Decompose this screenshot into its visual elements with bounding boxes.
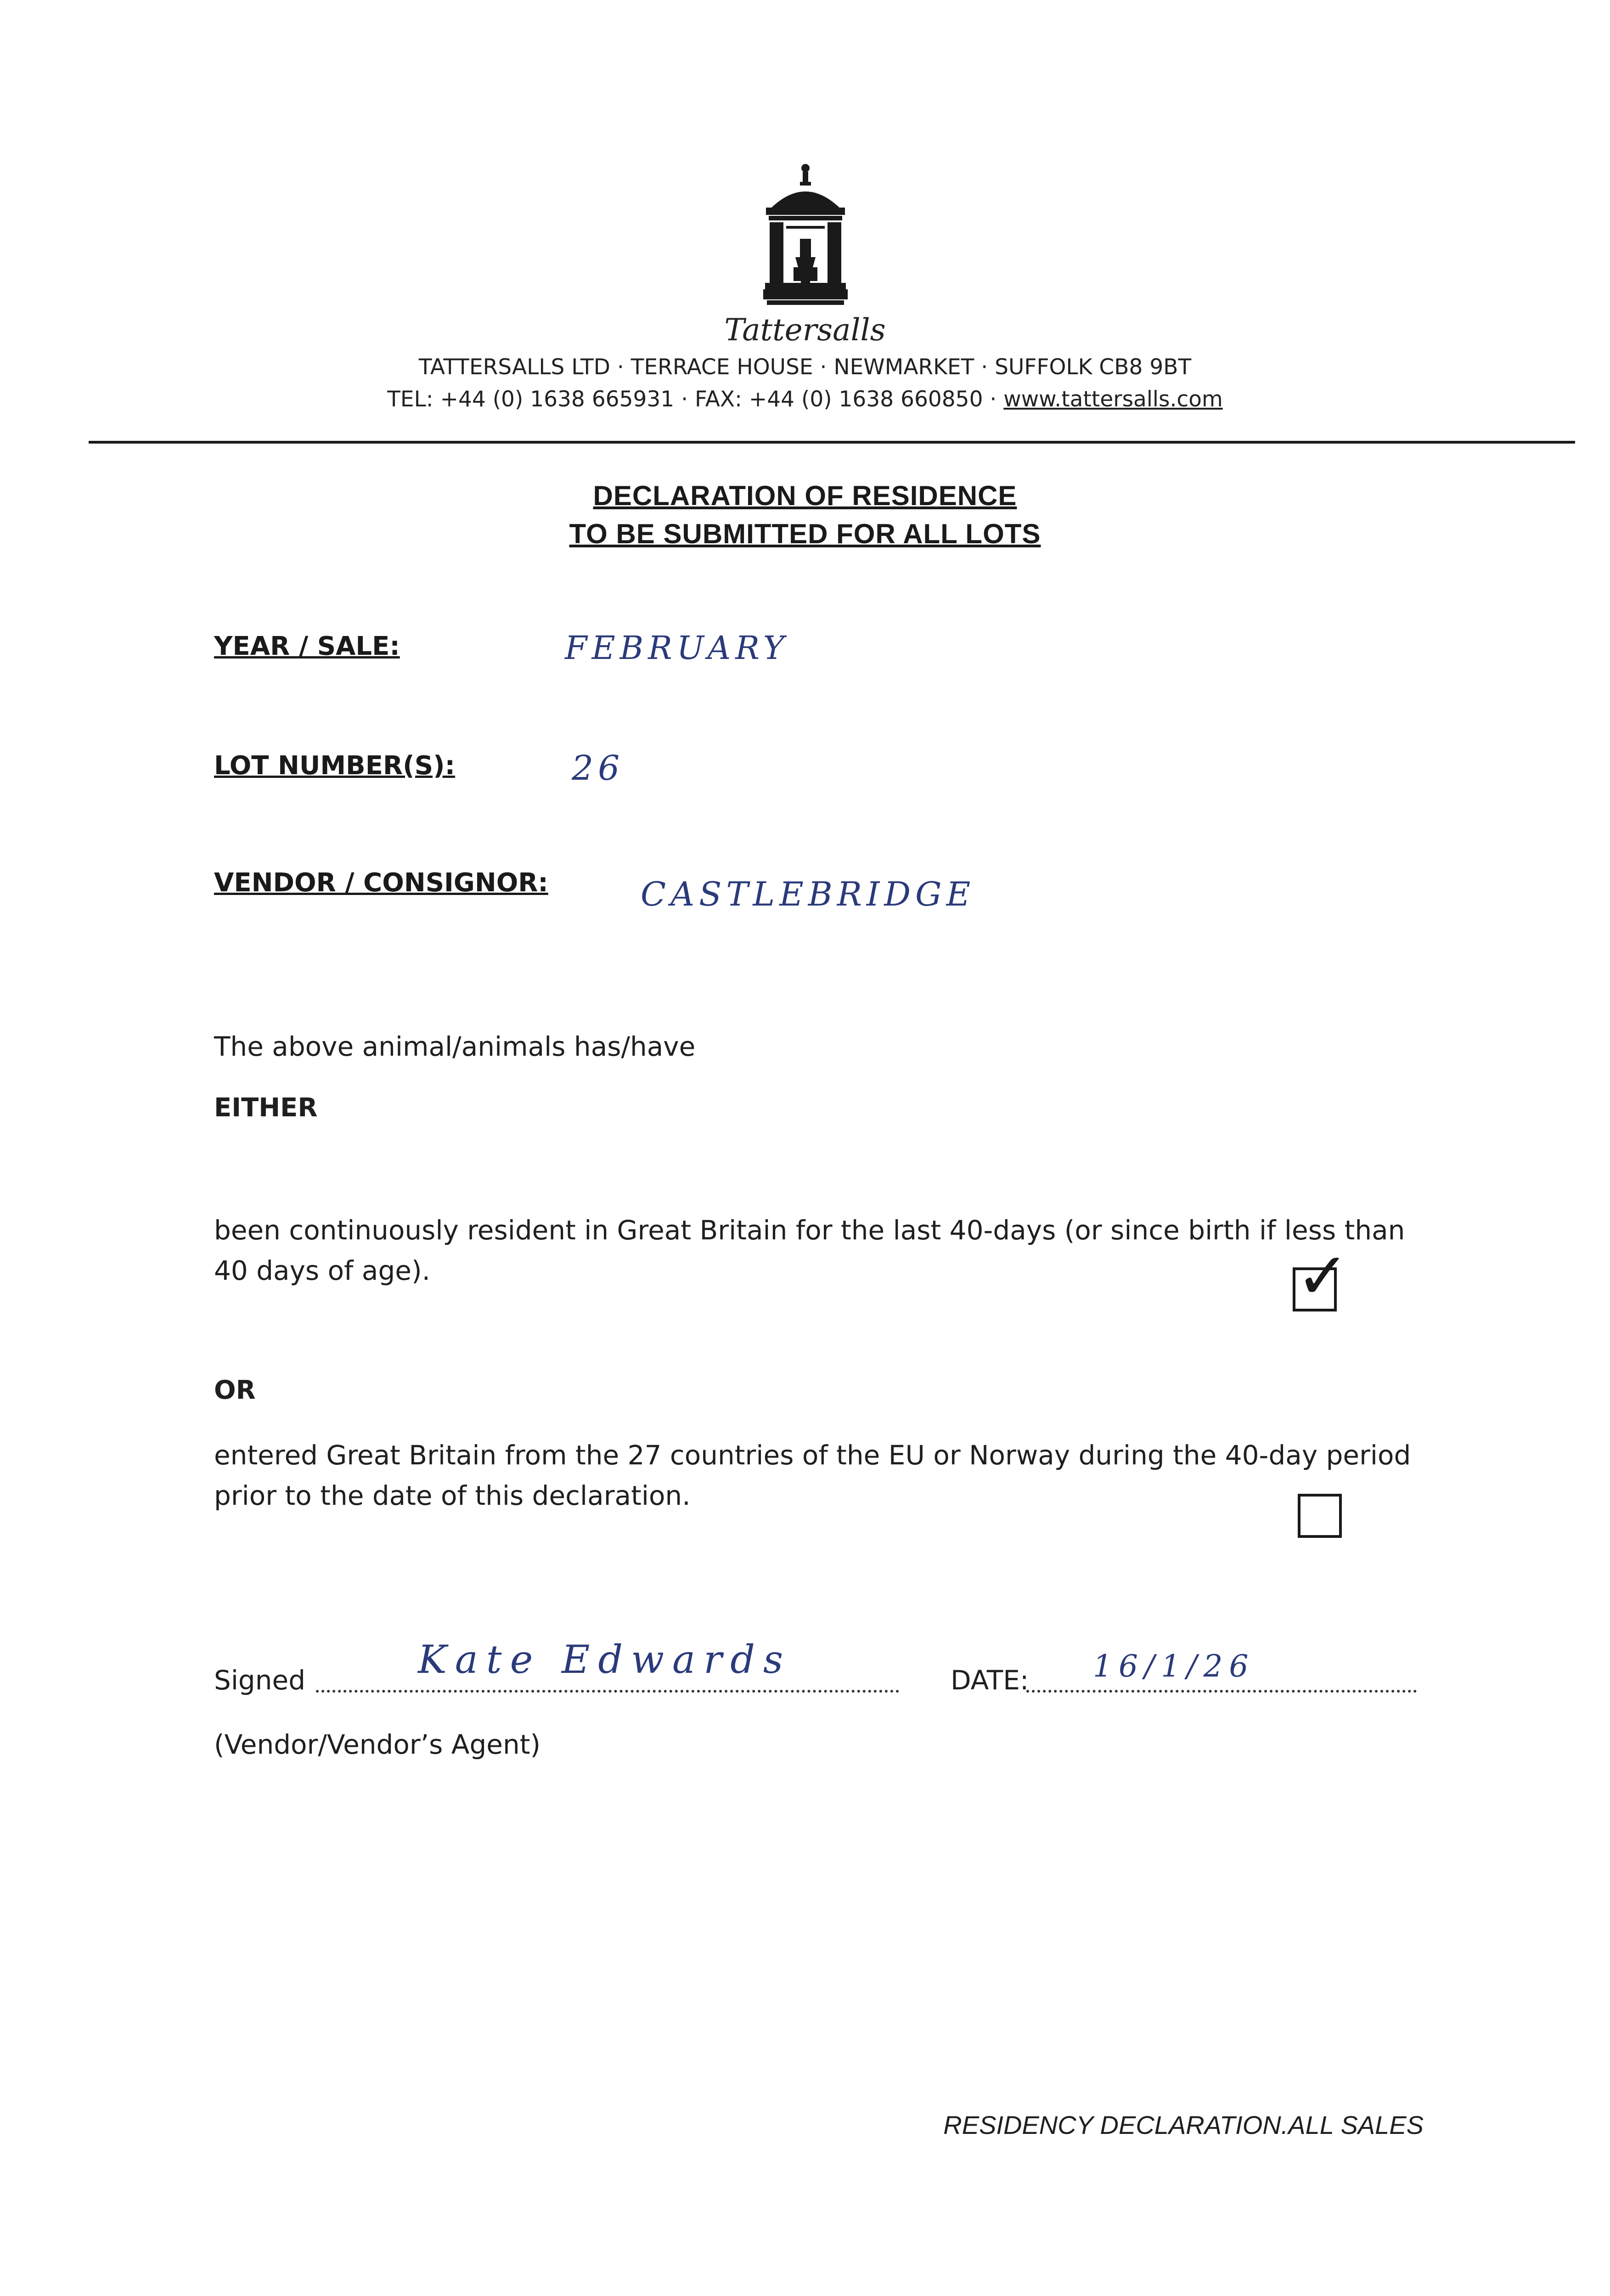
option2-checkbox[interactable] [1298, 1494, 1342, 1538]
tattersalls-logo [763, 161, 848, 312]
vendor-value: CASTLEBRIDGE [641, 875, 975, 913]
website-link[interactable]: www.tattersalls.com [1003, 387, 1223, 412]
lot-numbers-label: LOT NUMBER(S): [214, 751, 456, 781]
signature-value: Kate Edwards [418, 1637, 792, 1682]
option2-text: entered Great Britain from the 27 countries of the EU or Norway during the 40-day period prior to the date of this declaration. [214, 1440, 1411, 1511]
signature-line [316, 1690, 899, 1693]
date-label: DATE: [951, 1665, 1029, 1696]
signed-label: Signed [214, 1665, 306, 1696]
option1-text: been continuously resident in Great Britain for the last 40-days (or since birth if less than 40 days of age). [214, 1215, 1405, 1286]
contact-details: TEL: +44 (0) 1638 665931 · FAX: +44 (0) 1638 660850 · [387, 387, 1004, 412]
either-heading: EITHER [214, 1093, 318, 1123]
year-sale-value: FEBRUARY [565, 629, 789, 667]
footer-reference: RESIDENCY DECLARATION.ALL SALES [943, 2110, 1424, 2139]
brand-name: Tattersalls [724, 312, 886, 348]
lot-numbers-value: 26 [572, 748, 625, 788]
year-sale-label: YEAR / SALE: [214, 631, 400, 661]
vendor-label: VENDOR / CONSIGNOR: [214, 868, 548, 898]
signer-role-note: (Vendor/Vendor’s Agent) [214, 1729, 541, 1760]
date-line [1026, 1690, 1417, 1693]
company-address: TATTERSALLS LTD · TERRACE HOUSE · NEWMARKET · SUFFOLK CB8 9BT [418, 355, 1192, 380]
checkmark-icon: ✓ [1296, 1239, 1350, 1314]
contact-line [0, 387, 1610, 412]
date-value: 16/1/26 [1093, 1649, 1255, 1684]
header-divider [89, 441, 1575, 444]
or-heading: OR [214, 1375, 256, 1405]
document-subtitle: TO BE SUBMITTED FOR ALL LOTS [569, 518, 1041, 549]
statement-intro: The above animal/animals has/have [214, 1031, 696, 1062]
document-title: DECLARATION OF RESIDENCE [593, 480, 1017, 511]
